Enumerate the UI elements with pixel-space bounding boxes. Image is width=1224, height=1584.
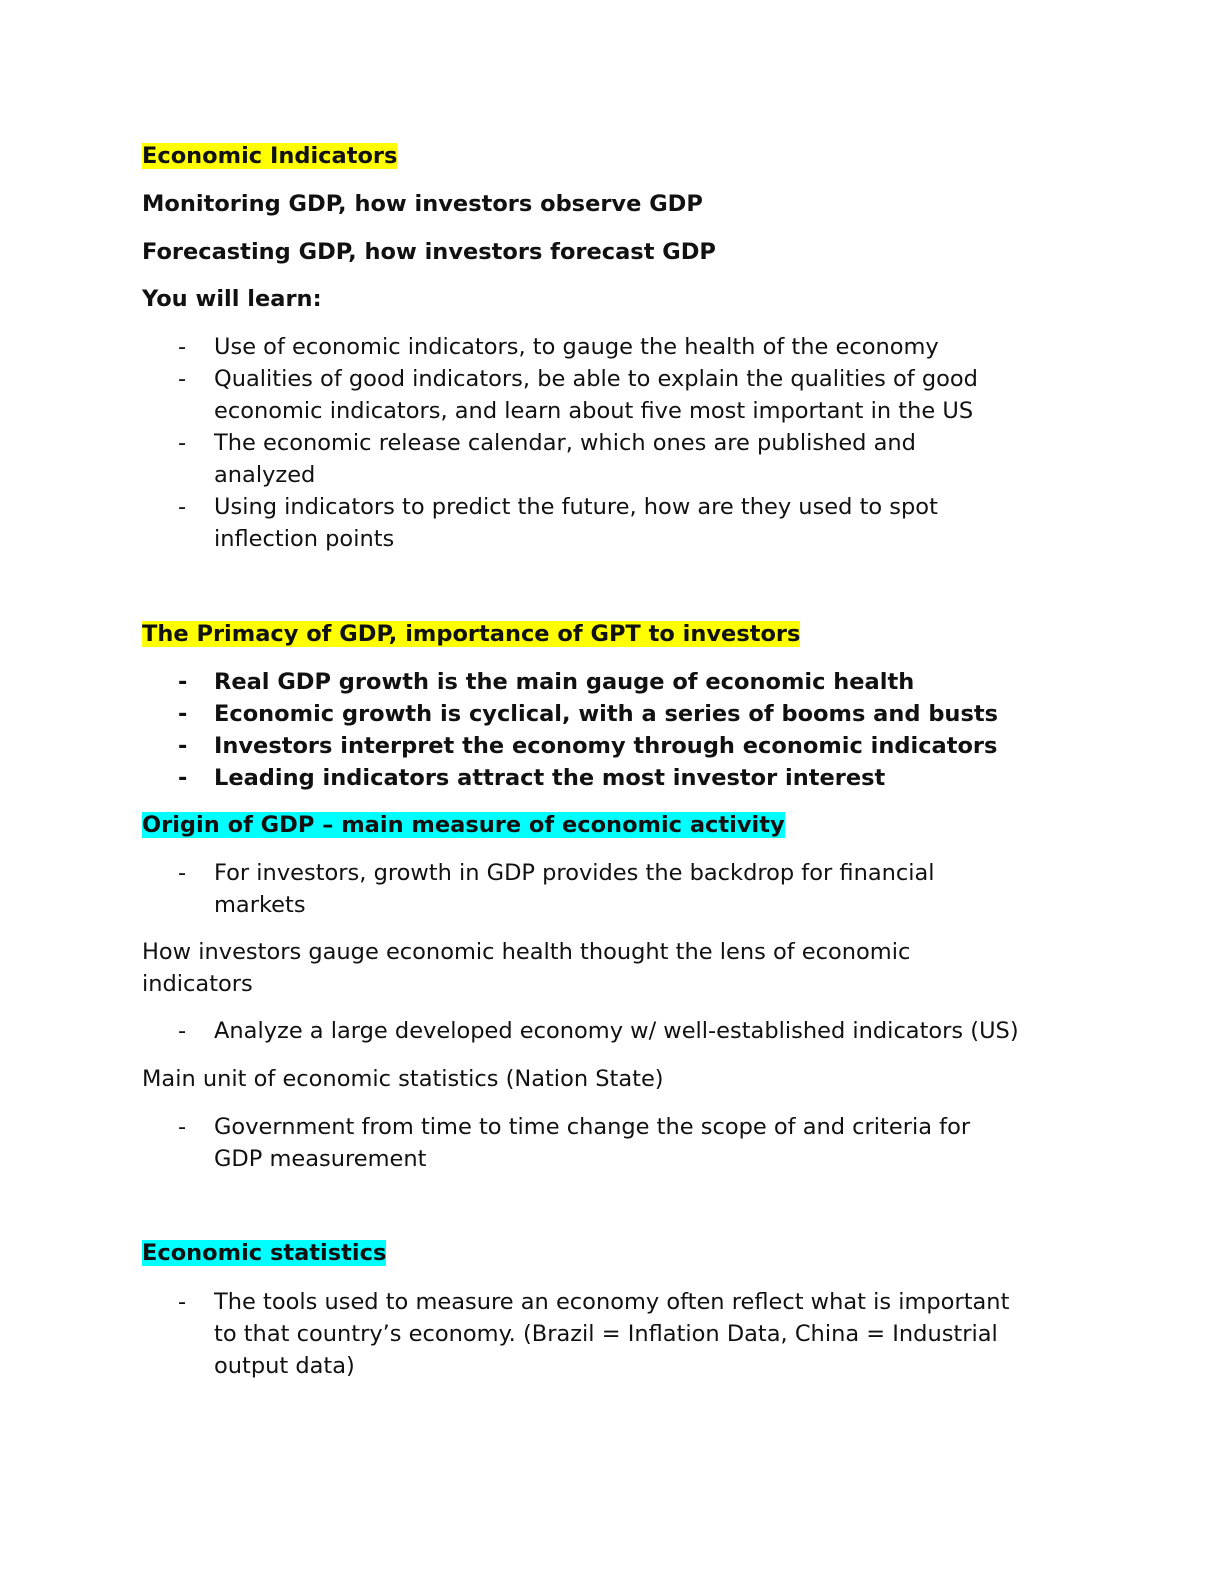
list-item: - The economic release calendar, which ones are published and analyzed [178, 430, 916, 488]
list-item: - The tools used to measure an economy often reflect what is important to that country’s economy. (Brazil = Inflation Data, China = Industrial output data) [178, 1289, 1010, 1379]
title-heading: Economic Indicators [142, 143, 398, 169]
primacy-list [142, 666, 998, 794]
gauge-paragraph: How investors gauge economic health thought the lens of economic indicators [142, 939, 911, 997]
list-item: - Use of economic indicators, to gauge the health of the economy [178, 334, 939, 360]
learn-list [142, 331, 978, 555]
list-item: - Economic growth is cyclical, with a series of booms and busts [178, 701, 998, 727]
list-item: - Analyze a large developed economy w/ well-established indicators (US) [178, 1018, 1019, 1044]
list-item: - Qualities of good indicators, be able to explain the qualities of good economic indicators, and learn about five most important in the US [178, 366, 978, 424]
subtitle-forecasting: Forecasting GDP, how investors forecast GDP [142, 239, 716, 265]
list-item: - Government from time to time change the scope of and criteria for GDP measurement [178, 1114, 971, 1172]
list-item: - Leading indicators attract the most investor interest [178, 765, 886, 791]
stats-list [142, 1286, 1009, 1382]
list-item: - Real GDP growth is the main gauge of economic health [178, 669, 915, 695]
origin-heading: Origin of GDP – main measure of economic activity [142, 812, 785, 838]
primacy-heading: The Primacy of GDP, importance of GPT to investors [142, 621, 801, 647]
subtitle-monitoring: Monitoring GDP, how investors observe GDP [142, 191, 703, 217]
unit-list [142, 1111, 970, 1175]
learn-heading: You will learn: [142, 286, 322, 312]
list-item: - Using indicators to predict the future, how are they used to spot inflection points [178, 494, 938, 552]
stats-heading: Economic statistics [142, 1240, 387, 1266]
gauge-list [142, 1015, 1019, 1047]
list-item: - For investors, growth in GDP provides the backdrop for financial markets [178, 860, 935, 918]
unit-paragraph: Main unit of economic statistics (Nation State) [142, 1066, 664, 1092]
list-item: - Investors interpret the economy through economic indicators [178, 733, 998, 759]
origin-list [142, 857, 935, 921]
